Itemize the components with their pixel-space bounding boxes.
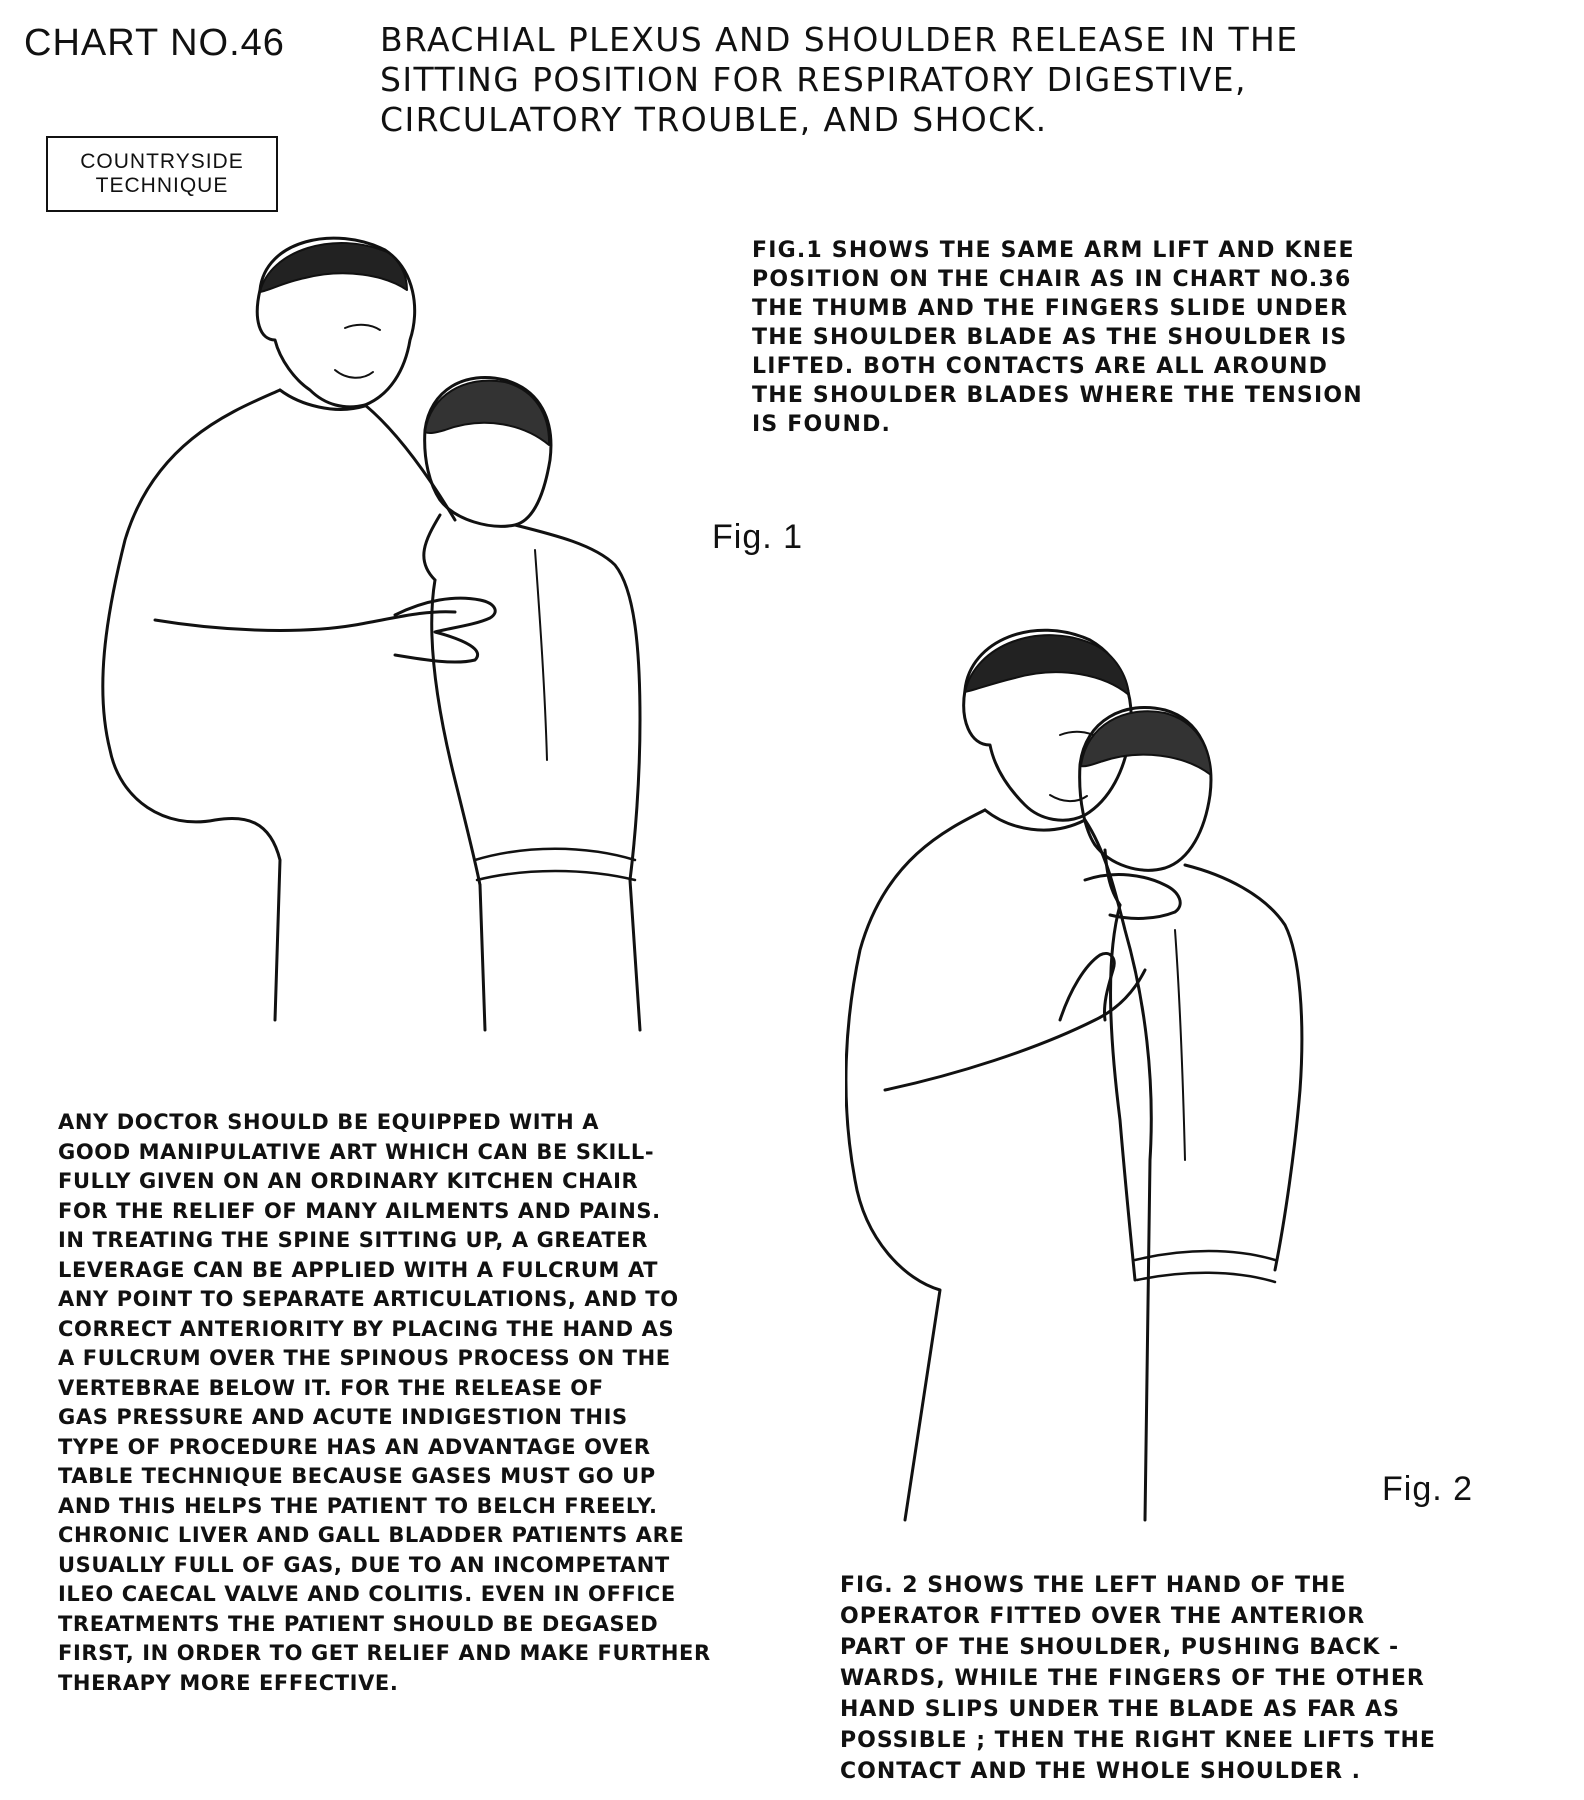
caption-line: LIFTED. BOTH CONTACTS ARE ALL AROUND xyxy=(752,354,1329,379)
caption-line: POSITION ON THE CHAIR AS IN CHART NO.36 xyxy=(752,267,1352,292)
caption-line: PART OF THE SHOULDER, PUSHING BACK - xyxy=(840,1635,1400,1660)
patient-belt xyxy=(475,849,635,880)
operator-smock-front xyxy=(1085,820,1151,1520)
patient-spine xyxy=(1175,930,1185,1160)
operator-right-arm xyxy=(885,970,1145,1090)
operator-smock xyxy=(846,810,985,1520)
chart-number: CHART NO.46 xyxy=(24,22,285,64)
caption-line: FIG.1 SHOWS THE SAME ARM LIFT AND KNEE xyxy=(752,238,1355,263)
figure-2-label: Fig. 2 xyxy=(1382,1470,1474,1508)
body-line: LEVERAGE CAN BE APPLIED WITH A FULCRUM AT xyxy=(58,1257,659,1282)
operator-hair xyxy=(260,243,407,292)
operator-thumb xyxy=(1060,953,1114,1020)
operator-hair xyxy=(965,635,1129,695)
body-line: GOOD MANIPULATIVE ART WHICH CAN BE SKILL- xyxy=(58,1139,655,1164)
caption-line: THE SHOULDER BLADES WHERE THE TENSION xyxy=(752,383,1363,408)
patient-spine xyxy=(535,550,547,760)
body-line: ANY POINT TO SEPARATE ARTICULATIONS, AND TO xyxy=(58,1287,679,1311)
page-title xyxy=(380,20,1560,140)
body-line: FULLY GIVEN ON AN ORDINARY KITCHEN CHAIR xyxy=(58,1169,639,1193)
caption-line: OPERATOR FITTED OVER THE ANTERIOR xyxy=(840,1604,1366,1629)
technique-box-line: COUNTRYSIDE xyxy=(80,150,244,173)
body-line: THERAPY MORE EFFECTIVE. xyxy=(58,1670,399,1695)
figure-1-illustration xyxy=(95,220,745,1040)
body-line: CORRECT ANTERIORITY BY PLACING THE HAND AS xyxy=(58,1316,675,1341)
patient-side xyxy=(432,580,480,885)
body-line: TYPE OF PROCEDURE HAS AN ADVANTAGE OVER xyxy=(58,1434,651,1459)
caption-line: FIG. 2 SHOWS THE LEFT HAND OF THE xyxy=(840,1573,1347,1598)
patient-trousers xyxy=(480,880,640,1030)
caption-line: THE THUMB AND THE FINGERS SLIDE UNDER xyxy=(752,296,1349,321)
body-line: TREATMENTS THE PATIENT SHOULD BE DEGASED xyxy=(58,1611,659,1636)
operator-eye xyxy=(345,325,380,330)
caption-line: WARDS, WHILE THE FINGERS OF THE OTHER xyxy=(840,1666,1425,1691)
operator-arm xyxy=(155,612,455,631)
patient-belt xyxy=(1135,1251,1275,1282)
caption-line: POSSIBLE ; THEN THE RIGHT KNEE LIFTS THE xyxy=(840,1728,1436,1753)
body-line: AND THIS HELPS THE PATIENT TO BELCH FREELY. xyxy=(58,1493,658,1518)
body-line: CHRONIC LIVER AND GALL BLADDER PATIENTS ARE xyxy=(58,1523,685,1547)
body-line: A FULCRUM OVER THE SPINOUS PROCESS ON THE xyxy=(58,1346,671,1370)
technique-box xyxy=(46,136,278,212)
technique-box-line: TECHNIQUE xyxy=(95,174,229,197)
figure-1-caption xyxy=(752,236,1572,439)
caption-line: HAND SLIPS UNDER THE BLADE AS FAR AS xyxy=(840,1697,1401,1722)
body-paragraph xyxy=(58,1108,818,1698)
operator-mouth xyxy=(335,370,373,378)
body-line: FOR THE RELIEF OF MANY AILMENTS AND PAINS. xyxy=(58,1198,661,1223)
caption-line: CONTACT AND THE WHOLE SHOULDER . xyxy=(840,1759,1362,1784)
patient-hair xyxy=(1081,711,1211,775)
title-line: CIRCULATORY TROUBLE, AND SHOCK. xyxy=(380,100,1048,139)
figure-2-caption xyxy=(840,1570,1570,1787)
body-line: ANY DOCTOR SHOULD BE EQUIPPED WITH A xyxy=(58,1110,600,1134)
patient-back xyxy=(424,515,640,880)
body-line: VERTEBRAE BELOW IT. FOR THE RELEASE OF xyxy=(58,1375,604,1400)
body-line: TABLE TECHNIQUE BECAUSE GASES MUST GO UP xyxy=(58,1464,656,1488)
operator-hand xyxy=(395,598,495,662)
body-line: USUALLY FULL OF GAS, DUE TO AN INCOMPETANT xyxy=(58,1552,670,1577)
body-line: FIRST, IN ORDER TO GET RELIEF AND MAKE FURTHER xyxy=(58,1641,711,1665)
caption-line: THE SHOULDER BLADE AS THE SHOULDER IS xyxy=(752,325,1348,350)
operator-smock xyxy=(103,390,280,1020)
caption-line: IS FOUND. xyxy=(752,412,892,437)
title-line: SITTING POSITION FOR RESPIRATORY DIGESTIVE, xyxy=(380,60,1247,99)
operator-left-hand xyxy=(1085,875,1180,919)
patient-back xyxy=(1185,865,1302,1270)
figure-2-illustration xyxy=(845,620,1495,1540)
body-line: GAS PRESSURE AND ACUTE INDIGESTION THIS xyxy=(58,1405,628,1429)
patient-hair xyxy=(425,381,549,445)
figure-1-label: Fig. 1 xyxy=(712,518,804,556)
title-line: BRACHIAL PLEXUS AND SHOULDER RELEASE IN THE xyxy=(380,20,1299,59)
body-line: ILEO CAECAL VALVE AND COLITIS. EVEN IN OFFICE xyxy=(58,1582,676,1606)
body-line: IN TREATING THE SPINE SITTING UP, A GREATER xyxy=(58,1228,649,1252)
